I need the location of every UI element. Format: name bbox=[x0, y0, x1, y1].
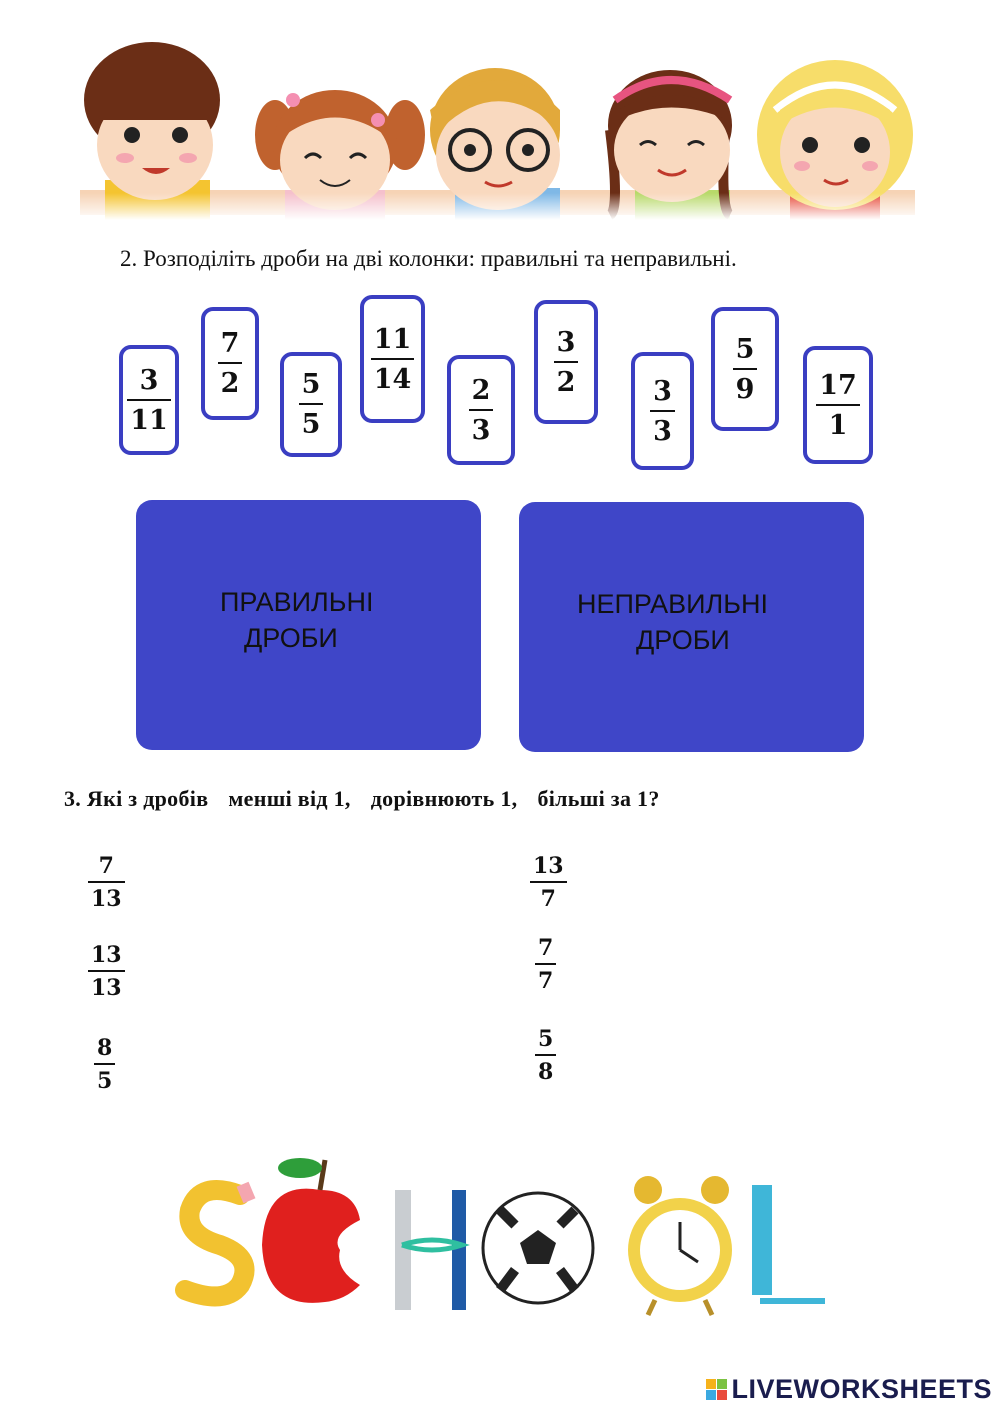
pencil-s-icon bbox=[185, 1190, 252, 1296]
task3-fraction[interactable]: $\frac{7}{13}$ bbox=[88, 855, 125, 910]
header-kids-illustration bbox=[80, 40, 915, 220]
fraction-card[interactable]: $\frac{7}{2}$ bbox=[201, 307, 259, 420]
fraction-card[interactable]: $\frac{17}{1}$ bbox=[803, 346, 873, 464]
proper-label-line1: ПРАВИЛЬНІ bbox=[220, 587, 374, 617]
task3-fraction[interactable]: $\frac{13}{7}$ bbox=[530, 855, 567, 910]
task3-fraction[interactable]: $\frac{7}{7}$ bbox=[535, 937, 556, 992]
fraction-card[interactable]: $\frac{5}{5}$ bbox=[280, 352, 342, 457]
apple-icon bbox=[262, 1158, 360, 1303]
school-word-illustration bbox=[170, 1150, 830, 1320]
task3-fraction[interactable]: $\frac{8}{5}$ bbox=[94, 1037, 115, 1092]
marker-l-icon bbox=[752, 1185, 825, 1304]
improper-fractions-dropzone[interactable] bbox=[519, 502, 864, 752]
improper-label-line2: ДРОБИ bbox=[636, 625, 730, 655]
fraction-card[interactable]: $\frac{2}{3}$ bbox=[447, 355, 515, 465]
liveworksheets-logo-icon bbox=[706, 1379, 727, 1400]
fraction-card[interactable]: $\frac{11}{14}$ bbox=[360, 295, 425, 423]
ruler-pen-h-icon bbox=[395, 1190, 466, 1310]
task2-title: 2. Розподіліть дроби на дві колонки: правильні та неправильні. bbox=[120, 246, 737, 271]
fraction-card[interactable]: $\frac{3}{11}$ bbox=[119, 345, 179, 455]
task3-fraction[interactable]: $\frac{5}{8}$ bbox=[535, 1028, 556, 1083]
proper-fractions-dropzone[interactable] bbox=[136, 500, 481, 750]
task3-fraction[interactable]: $\frac{13}{13}$ bbox=[88, 944, 125, 999]
alarm-clock-icon bbox=[628, 1176, 732, 1315]
task3-title: 3. Які з дробів менші від 1, дорівнюють 1, більші за 1? bbox=[64, 786, 660, 811]
soccer-ball-icon bbox=[483, 1193, 593, 1303]
fraction-card[interactable]: $\frac{3}{3}$ bbox=[631, 352, 694, 470]
liveworksheets-brand: LIVEWORKSHEETS bbox=[706, 1374, 992, 1405]
fraction-card[interactable]: $\frac{5}{9}$ bbox=[711, 307, 779, 431]
improper-label-line1: НЕПРАВИЛЬНІ bbox=[577, 589, 768, 619]
proper-label-line2: ДРОБИ bbox=[244, 623, 338, 653]
fraction-card[interactable]: $\frac{3}{2}$ bbox=[534, 300, 598, 424]
